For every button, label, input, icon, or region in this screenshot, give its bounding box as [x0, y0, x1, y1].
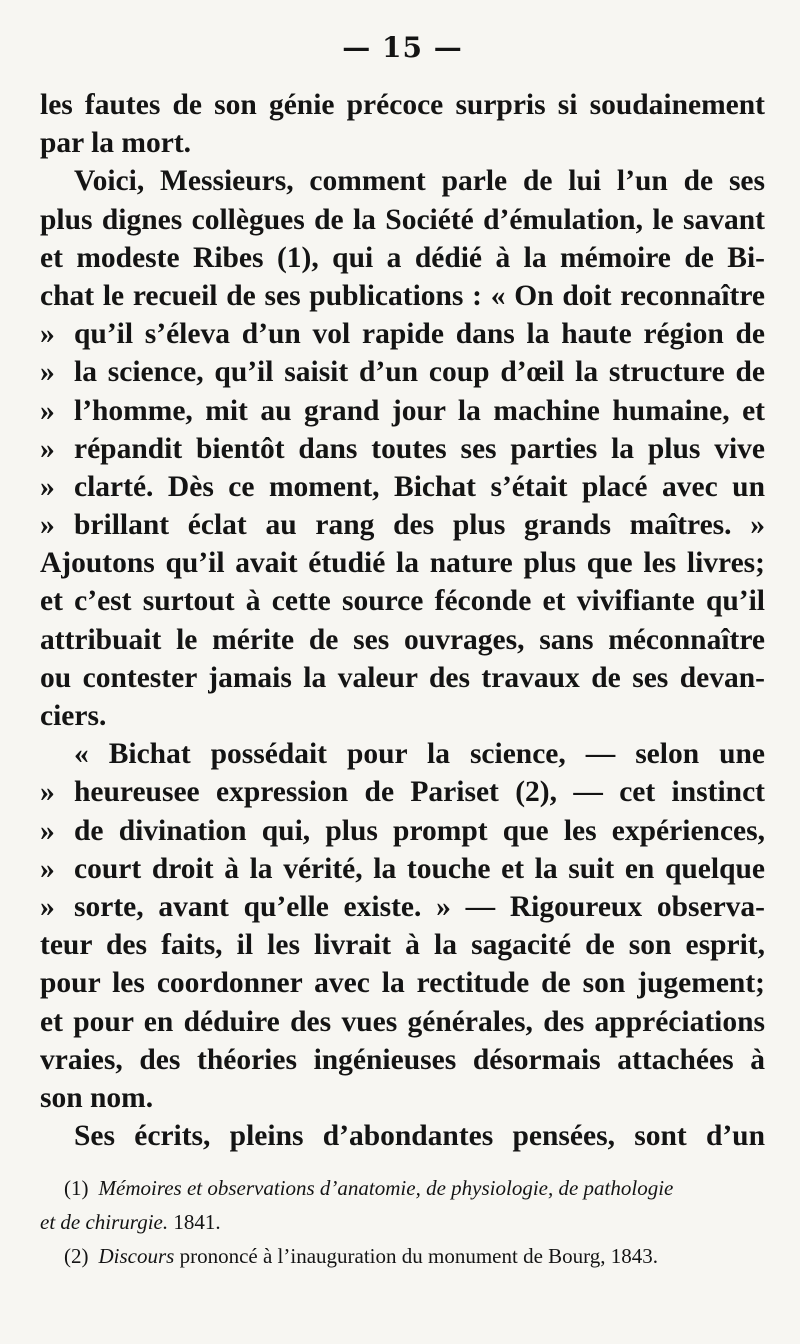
text-line — [40, 392, 765, 430]
footnote-1-number: (1) — [64, 1176, 89, 1201]
text-line — [40, 773, 765, 811]
quote-mark: » — [40, 890, 55, 923]
text-line-content: et modeste Ribes (1), qui a dédié à la mémoire de Bi- — [40, 241, 765, 274]
footnote-2 — [40, 1239, 765, 1273]
footnote-2-italic: Discours — [98, 1244, 175, 1269]
text-line — [40, 735, 765, 773]
text-line-content: vraies, des théories ingénieuses désormais attachées à — [40, 1043, 765, 1076]
footnotes — [40, 1171, 765, 1273]
body-text — [40, 86, 765, 1155]
text-line — [40, 201, 765, 239]
text-line-content: son nom. — [40, 1081, 154, 1114]
text-line — [40, 1003, 765, 1041]
text-line — [40, 468, 765, 506]
text-line-content: les fautes de son génie précoce surpris si soudainement — [40, 89, 765, 121]
text-line-content: clarté. Dès ce moment, Bichat s’était placé avec un — [74, 470, 765, 503]
text-line-content: sorte, avant qu’elle existe. » — Rigoureux observa- — [74, 890, 765, 923]
footnote-2-text: prononcé à l’inauguration du monument de Bourg, 1843. — [179, 1244, 659, 1269]
text-line-content: Ses écrits, pleins d’abondantes pensées, sont d’un — [74, 1120, 765, 1153]
text-line — [40, 124, 765, 162]
text-line-content: de divination qui, plus prompt que les expériences, — [74, 814, 765, 847]
text-line-content: Voici, Messieurs, comment parle de lui l’un de ses — [74, 165, 765, 198]
text-line-content: par la mort. — [40, 127, 192, 160]
quote-mark: » — [40, 356, 55, 389]
text-line — [40, 86, 765, 124]
text-line-content: plus dignes collègues de la Société d’émulation, le savant — [40, 203, 765, 236]
text-line — [40, 659, 765, 697]
text-line — [40, 812, 765, 850]
footnote-1-text: Mémoires et observations d’anatomie, de physiologie, de pathologie — [98, 1176, 674, 1201]
text-line-content: l’homme, mit au grand jour la machine humaine, et — [74, 394, 765, 427]
quote-mark: » — [40, 432, 55, 465]
text-line — [40, 582, 765, 620]
text-line — [40, 162, 765, 200]
text-line-content: brillant éclat au rang des plus grands maîtres. » — [74, 509, 765, 542]
document-page — [40, 28, 765, 1273]
footnote-2-number: (2) — [64, 1244, 89, 1269]
text-line-content: court droit à la vérité, la touche et la suit en quelque — [74, 852, 765, 885]
text-line — [40, 430, 765, 468]
text-line-content: attribuait le mérite de ses ouvrages, sans méconnaître — [40, 623, 765, 656]
text-line-content: répandit bientôt dans toutes ses parties la plus vive — [74, 432, 765, 465]
text-line-content: teur des faits, il les livrait à la sagacité de son esprit, — [40, 929, 765, 962]
quote-mark: » — [40, 852, 55, 885]
quote-mark: » — [40, 470, 55, 503]
text-line-content: et c’est surtout à cette source féconde et vivifiante qu’il — [40, 585, 765, 618]
text-line — [40, 1041, 765, 1079]
text-line — [40, 621, 765, 659]
page-number: — 15 — — [342, 31, 463, 64]
text-line — [40, 1117, 765, 1155]
quote-mark: » — [40, 814, 55, 847]
text-line — [40, 544, 765, 582]
text-line-content: pour les coordonner avec la rectitude de son jugement; — [40, 967, 765, 1000]
text-line — [40, 1079, 765, 1117]
text-line-content: ciers. — [40, 700, 107, 732]
text-line-content: « Bichat possédait pour la science, — selon une — [74, 738, 765, 771]
text-line — [40, 315, 765, 353]
text-line-content: chat le recueil de ses publications : « On doit reconnaître — [40, 279, 765, 312]
quote-mark: » — [40, 318, 55, 351]
text-line — [40, 964, 765, 1002]
text-line — [40, 239, 765, 277]
text-line — [40, 926, 765, 964]
quote-mark: » — [40, 394, 55, 427]
text-line — [40, 353, 765, 391]
text-line-content: et pour en déduire des vues générales, des appréciations — [40, 1005, 765, 1038]
text-line — [40, 506, 765, 544]
footnote-1-continuation — [40, 1205, 765, 1239]
footnote-1 — [40, 1171, 765, 1205]
footnote-1-year: 1841. — [173, 1210, 221, 1235]
footnote-1-cont: et de chirurgie. — [40, 1210, 169, 1235]
quote-mark: » — [40, 776, 55, 809]
text-line — [40, 277, 765, 315]
text-line-content: qu’il s’éleva d’un vol rapide dans la haute région de — [74, 318, 765, 351]
text-line-content: la science, qu’il saisit d’un coup d’œil la structure de — [74, 356, 765, 389]
text-line — [40, 850, 765, 888]
text-line-content: ou contester jamais la valeur des travaux de ses devan- — [40, 661, 765, 694]
text-line — [40, 697, 765, 735]
text-line-content: Ajoutons qu’il avait étudié la nature plus que les livres; — [40, 547, 765, 580]
text-line-content: heureusee expression de Pariset (2), — cet instinct — [74, 776, 765, 809]
text-line — [40, 888, 765, 926]
quote-mark: » — [40, 509, 55, 542]
